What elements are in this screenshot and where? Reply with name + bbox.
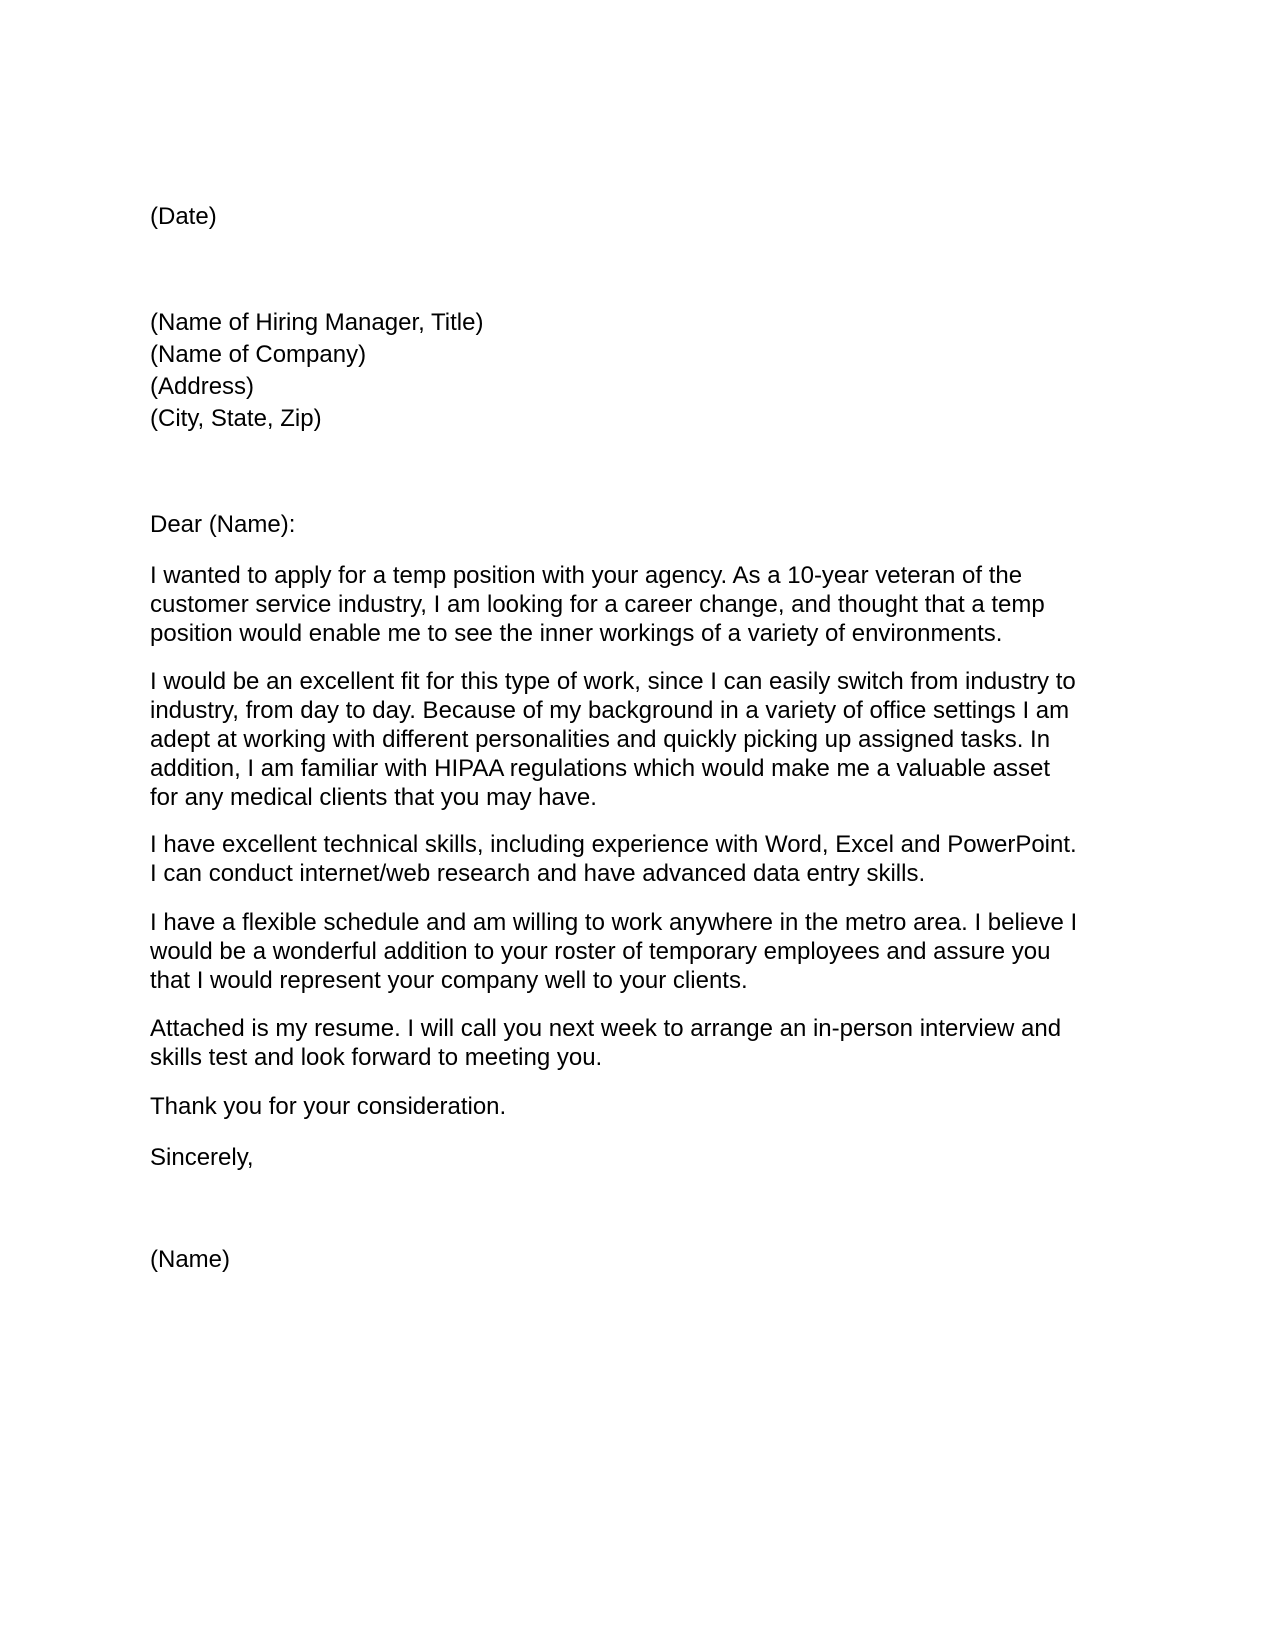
- letter-date: (Date): [150, 203, 217, 230]
- paragraph-resume: Attached is my resume. I will call you next week to arrange an in-person interview and skills test and look forward to meeting you.: [150, 1015, 1062, 1071]
- recipient-company: (Name of Company): [150, 341, 367, 368]
- paragraph-fit: I would be an excellent fit for this type of work, since I can easily switch from industry to industry, from day to day. Because of my background in a variety of office settings I am adept at working with different personalities and quickly picking up assigned tasks. In addition, I am familiar with HIPAA regulations which would make me a valuable asset for any medical clients that you may have.: [150, 668, 1076, 811]
- paragraph-schedule: I have a flexible schedule and am willing to work anywhere in the metro area. I believe I would be a wonderful addition to your roster of temporary employees and assure you that I would represent your company well to your clients.: [150, 909, 1078, 994]
- recipient-city-state-zip: (City, State, Zip): [150, 405, 322, 432]
- signature-name: (Name): [150, 1246, 231, 1273]
- recipient-address: (Address): [150, 373, 255, 400]
- paragraph-thanks: Thank you for your consideration.: [150, 1093, 507, 1120]
- salutation: Dear (Name):: [150, 511, 296, 538]
- closing: Sincerely,: [150, 1144, 254, 1171]
- paragraph-skills: I have excellent technical skills, including experience with Word, Excel and PowerPoint. I can conduct internet/web research and have advanced data entry skills.: [150, 831, 1077, 887]
- recipient-name-title: (Name of Hiring Manager, Title): [150, 309, 484, 336]
- paragraph-intro: I wanted to apply for a temp position with your agency. As a 10-year veteran of the customer service industry, I am looking for a career change, and thought that a temp position would enable me to see the inner workings of a variety of environments.: [150, 562, 1045, 647]
